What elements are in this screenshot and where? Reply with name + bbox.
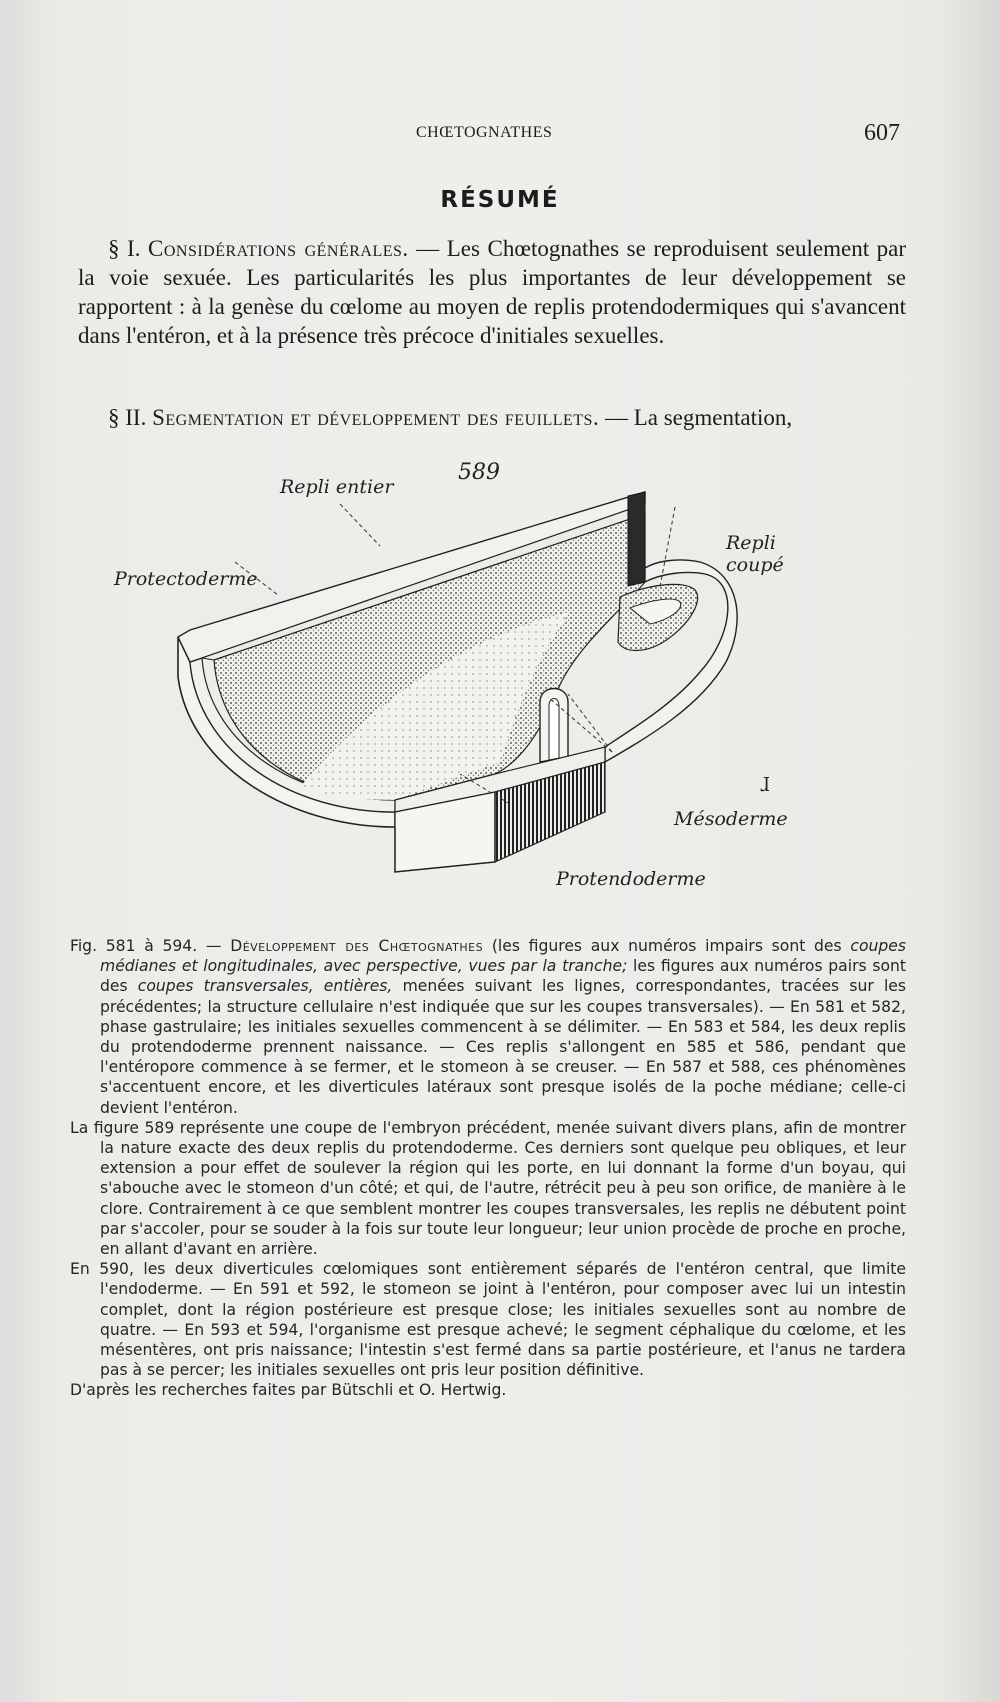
caption-italic: coupes médianes et longitudinales, avec perspective, vues par la tranche; [100, 937, 906, 976]
paragraph-text: — La segmentation, [599, 405, 793, 430]
label-protectoderme: Protectoderme [114, 568, 258, 590]
caption-paragraph-590: En 590, les deux diverticules cœlomiques sont entièrement séparés de l'entéron central, que limite l'endoderme. — En 591 et 592, le stomeon se joint à l'entéron, pour composer avec lui un intestin complet, dont la région postérieure est presque close; les initiales sexuelles sont au nombre de quatre. — En 593 et 594, l'organisme est presque achevé; le segment céphalique du cœlome, et les mésentères, ont pris naissance; l'intestin s'est fermé dans sa partie postérieure, et l'anus ne tardera pas à se percer; les initiales sexuelles ont pris leur position définitive. [70, 1260, 906, 1380]
caption-italic: coupes transversales, entières, [137, 977, 393, 996]
caption-paragraph-589: La figure 589 représente une coupe de l'embryon précédent, menée suivant divers plans, afin de montrer la nature exacte des deux replis du protendoderme. Ces derniers sont quelque peu obliques, et leur extension a pour effet de soulever la région qui les porte, en lui donnant la forme d'un boyau, qui s'abouche avec le stomeon d'un côté; et qui, de l'autre, rétrécit peu à peu son orifice, de manière à le clore. Contrairement à ce que semblent montrer les coupes transversales, les replis ne débutent point par s'accoler, pour se souder à la fois sur toute leur longueur; leur union procède de proche en proche, en allant d'avant en arrière. [70, 1118, 906, 1259]
caption-text: les figures aux numéros pairs sont des [100, 957, 906, 996]
label-figure-number: 589 [458, 460, 500, 485]
paragraph-segmentation [78, 403, 906, 432]
label-mesoderme: Mésoderme [674, 808, 788, 830]
label-small-mark: ɺ [760, 774, 770, 796]
running-header [0, 120, 1000, 150]
figure-caption [70, 936, 906, 1401]
section-mark: § II. [108, 405, 147, 430]
figure-589 [100, 462, 820, 922]
section-title: RÉSUMÉ [440, 187, 560, 213]
paragraph-heading: Segmentation et développement des feuillets. [152, 405, 600, 430]
caption-figure-reference: Fig. 581 à 594. — [70, 937, 231, 955]
caption-text: (les figures aux numéros impairs sont des [483, 937, 851, 955]
caption-source: D'après les recherches faites par Bütschli et O. Hertwig. [70, 1381, 507, 1400]
paragraph-text: — Les Chœtognathes se reproduisent seulement par la voie sexuée. Les particularités les plus importantes de leur développement se rapportent : à la genèse du cœlome au moyen de replis protendodermiques qui s'avancent dans l'entéron, et à la présence très précoce d'initiales sexuelles. [78, 236, 906, 348]
caption-title: Développement des Chœtognathes [230, 937, 484, 955]
paragraph-general-considerations [78, 234, 906, 350]
section-mark: § I. [108, 236, 141, 261]
caption-text: menées suivant les lignes, correspondantes, tracées sur les précédentes; la structure cellulaire n'est indiquée que sur les coupes transversales). — En 581 et 582, phase gastrulaire; les initiales sexuelles commencent à se délimiter. — En 583 et 584, les deux replis du protendoderme prennent naissance. — Ces replis s'allongent en 585 et 586, pendant que l'entéropore commence à se fermer, et le stomeon à se creuser. — En 587 et 588, ces phénomènes s'accentuent encore, et les diverticules latéraux sont presque isolés de la poche médiane; celle-ci devient l'entéron. [100, 977, 906, 1117]
label-repli-entier: Repli entier [280, 476, 394, 498]
page-number: 607 [864, 120, 900, 146]
label-protendoderme: Protendoderme [556, 868, 706, 890]
paragraph-heading: Considérations générales. [148, 236, 409, 261]
embryo-section-illustration [100, 462, 820, 922]
running-title: CHŒTOGNATHES [416, 124, 553, 141]
caption-paragraph [70, 936, 906, 1118]
label-repli-coupe: Repli coupé [726, 532, 784, 576]
